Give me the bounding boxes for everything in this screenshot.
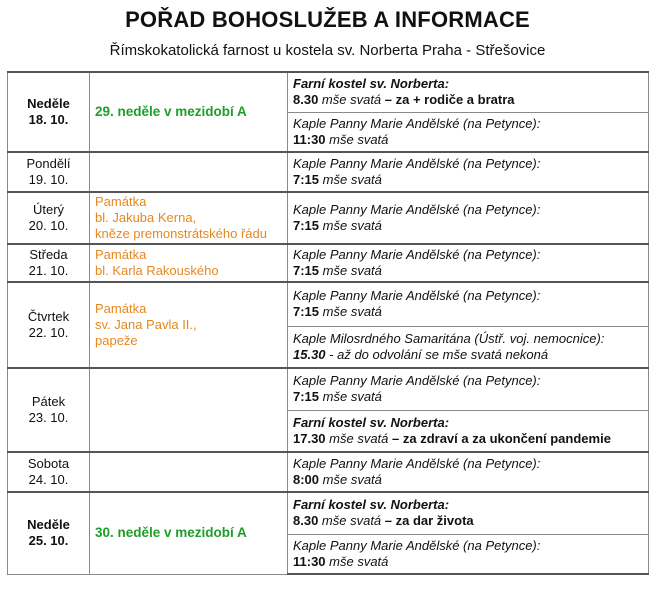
service-place: Kaple Panny Marie Andělské (na Petynce): [293,202,541,217]
service-time: 11:30 [293,553,326,569]
service-cell [288,152,649,192]
schedule-body [8,72,649,574]
service-text: mše svatá [319,389,382,405]
service-place: Farní kostel sv. Norberta: [293,414,450,430]
feast-line: Památka [95,247,147,262]
feast-cell [90,282,288,368]
feast-cell [90,152,288,192]
day-date: 20. 10. [28,218,69,233]
feast-line: 29. neděle v mezidobí A [95,104,247,119]
feast-line: 30. neděle v mezidobí A [95,525,247,541]
feast-cell [90,72,288,152]
service-place: Kaple Panny Marie Andělské (na Petynce): [293,373,541,389]
service-place: Kaple Panny Marie Andělské (na Petynce): [293,537,541,553]
service-place: Farní kostel sv. Norberta: [293,497,450,513]
page-title: POŘAD BOHOSLUŽEB A INFORMACE [125,7,530,32]
table-row [8,72,649,112]
service-place: Kaple Panny Marie Andělské (na Petynce): [293,456,541,471]
day-name: Čtvrtek [27,309,70,324]
schedule-table [7,71,649,575]
table-row [8,244,649,282]
feast-cell [90,452,288,492]
feast-line: kněze premonstrátského řádu [95,226,267,241]
day-name: Neděle [27,96,70,111]
day-cell [8,244,90,282]
day-date: 19. 10. [28,172,69,187]
feast-line: Památka [95,194,147,209]
service-time: 8:00 [293,472,320,487]
service-cell [288,112,649,152]
day-date: 25. 10. [28,533,69,549]
service-intention: – za zdraví a za ukončení pandemie [388,430,611,446]
table-row [8,492,649,534]
day-cell [8,152,90,192]
service-cell [288,534,649,574]
service-cell [288,368,649,410]
service-time: 8.30 [293,92,319,108]
table-row [8,368,649,410]
feast-cell [90,192,288,244]
service-text: mše svatá [325,430,389,446]
service-text: mše svatá [318,92,382,108]
day-name: Pátek [31,394,66,409]
day-name: Neděle [27,517,70,533]
day-date: 23. 10. [28,410,69,425]
service-cell [288,72,649,112]
day-date: 21. 10. [28,263,69,278]
service-text: - až do odvolání se mše svatá nekoná [325,346,549,362]
day-name: Úterý [32,202,65,217]
service-cell [288,326,649,368]
day-cell [8,72,90,152]
service-text: mše svatá [325,131,389,147]
day-date: 24. 10. [28,472,69,487]
service-cell [288,492,649,534]
service-time: 7:15 [293,172,320,187]
table-row [8,192,649,244]
table-row [8,282,649,326]
service-time: 8.30 [293,513,319,529]
feast-cell [90,368,288,452]
feast-line: papeže [95,333,138,348]
service-cell [288,192,649,244]
table-row [8,152,649,192]
service-text: mše svatá [319,172,382,187]
service-cell [288,410,649,452]
day-cell [8,368,90,452]
service-time: 15.30 [293,346,326,362]
service-time: 7:15 [293,389,320,405]
service-place: Kaple Panny Marie Andělské (na Petynce): [293,247,541,262]
service-place: Kaple Panny Marie Andělské (na Petynce): [293,156,541,171]
service-place: Farní kostel sv. Norberta: [293,76,450,92]
service-place: Kaple Panny Marie Andělské (na Petynce): [293,288,541,304]
service-text: mše svatá [319,218,382,233]
service-time: 7:15 [293,263,320,278]
service-cell [288,452,649,492]
day-cell [8,492,90,574]
feast-cell [90,244,288,282]
service-time: 11:30 [293,131,326,147]
service-place: Kaple Panny Marie Andělské (na Petynce): [293,115,541,131]
service-text: mše svatá [318,513,382,529]
service-time: 17.30 [293,430,326,446]
service-cell [288,244,649,282]
table-row [8,452,649,492]
day-cell [8,192,90,244]
service-text: mše svatá [319,304,382,320]
service-text: mše svatá [319,472,382,487]
service-intention: – za dar života [381,513,474,529]
day-date: 22. 10. [28,325,69,340]
service-time: 7:15 [293,304,320,320]
feast-line: sv. Jana Pavla II., [95,317,197,332]
service-text: mše svatá [319,263,382,278]
service-intention: – za + rodiče a bratra [381,92,515,108]
day-name: Středa [29,247,68,262]
day-name: Sobota [27,456,70,471]
day-cell [8,282,90,368]
feast-line: bl. Karla Rakouského [95,263,219,278]
service-text: mše svatá [325,553,389,569]
feast-line: Památka [95,301,147,316]
service-cell [288,282,649,326]
day-date: 18. 10. [28,112,69,127]
day-name: Pondělí [26,156,71,171]
feast-cell [90,492,288,574]
service-time: 7:15 [293,218,320,233]
feast-line: bl. Jakuba Kerna, [95,210,197,225]
service-place: Kaple Milosrdného Samaritána (Ústř. voj. nemocnice): [293,330,605,346]
day-cell [8,452,90,492]
page-subtitle: Římskokatolická farnost u kostela sv. Norberta Praha - Střešovice [109,42,546,59]
